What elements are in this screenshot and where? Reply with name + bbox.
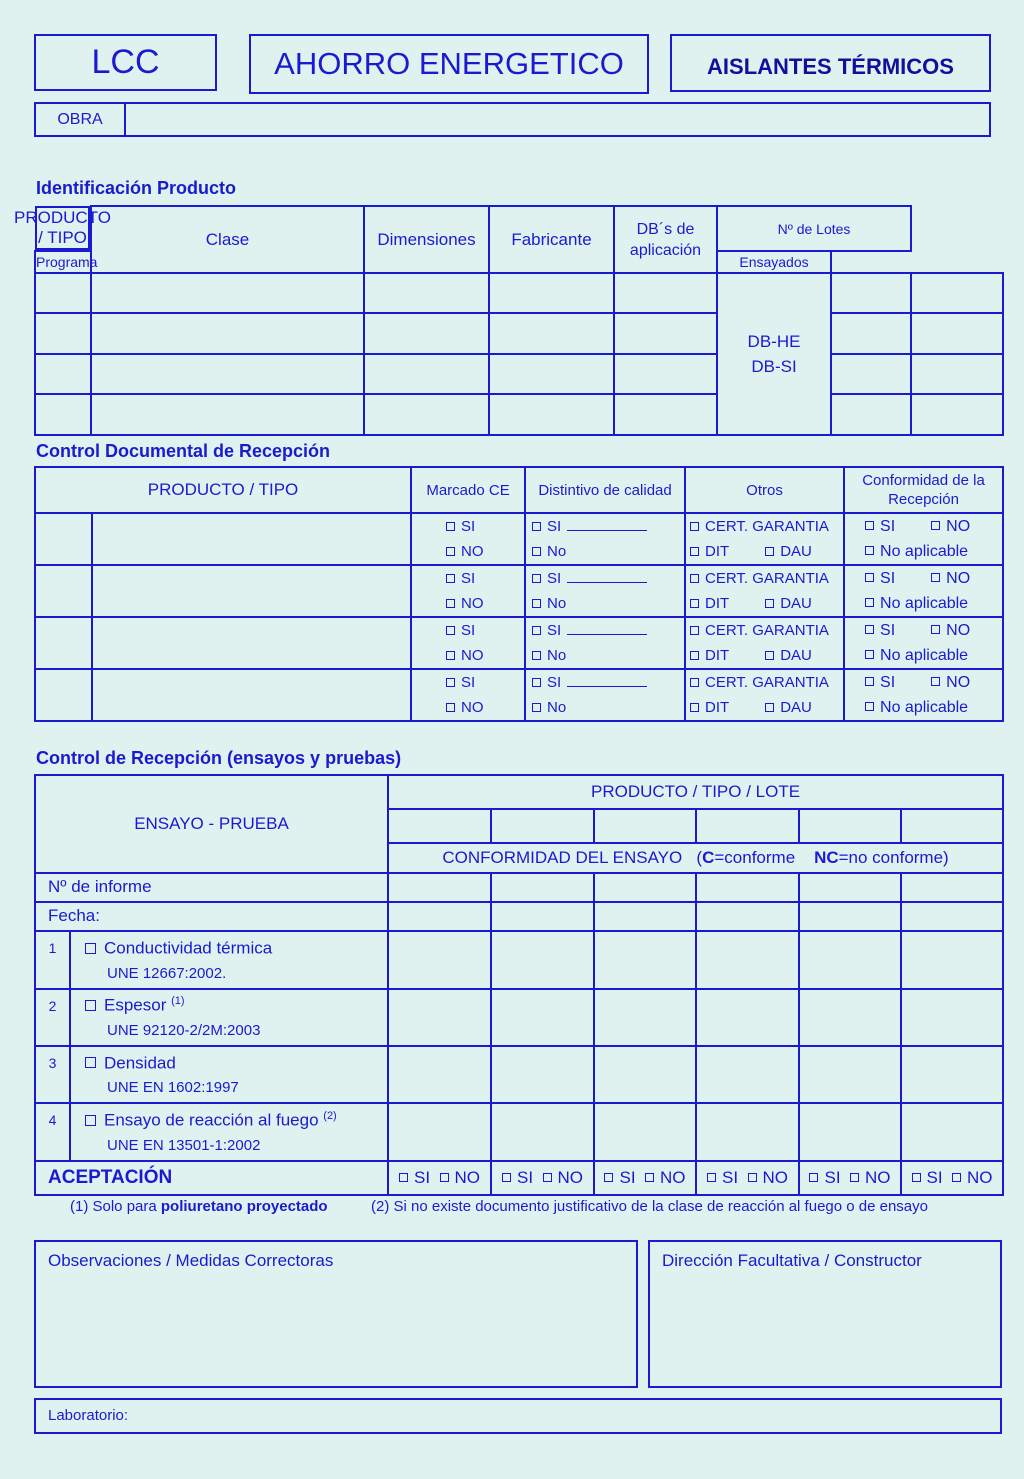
test-name: Densidad xyxy=(104,1053,176,1073)
test-number: 3 xyxy=(35,1046,70,1103)
opt-dit: DIT xyxy=(705,699,730,716)
checkbox[interactable] xyxy=(446,547,455,556)
checkbox[interactable] xyxy=(865,573,874,582)
checkbox[interactable] xyxy=(645,1173,654,1182)
laboratorio-label: Laboratorio: xyxy=(48,1407,129,1424)
ahorro-title: AHORRO ENERGETICO xyxy=(249,34,649,94)
opt-dit: DIT xyxy=(705,543,730,560)
opt-no-aplicable: No aplicable xyxy=(880,699,969,716)
no-label: NO xyxy=(557,1167,583,1187)
distintivo-cell xyxy=(525,669,685,721)
aceptacion-cell[interactable] xyxy=(594,1161,696,1195)
control-recepcion-table xyxy=(34,774,1004,1196)
test-result-cell[interactable] xyxy=(491,1046,594,1103)
lote-cell[interactable] xyxy=(799,809,901,843)
checkbox[interactable] xyxy=(865,625,874,634)
observaciones-box[interactable] xyxy=(34,1240,638,1388)
aceptacion-cell[interactable] xyxy=(799,1161,901,1195)
checkbox[interactable] xyxy=(543,1173,552,1182)
checkbox[interactable] xyxy=(604,1173,613,1182)
lote-cell[interactable] xyxy=(491,809,594,843)
opt-no: NO xyxy=(946,570,971,587)
aislantes-title: AISLANTES TÉRMICOS xyxy=(670,34,991,92)
test-result-cell[interactable] xyxy=(594,989,696,1046)
distintivo-input[interactable] xyxy=(567,518,647,531)
checkbox[interactable] xyxy=(865,521,874,530)
distintivo-cell xyxy=(525,617,685,669)
doc-cell[interactable] xyxy=(35,565,92,617)
fecha-cell[interactable] xyxy=(491,902,594,931)
producto-tipo-lote-header: PRODUCTO / TIPO / LOTE xyxy=(388,775,1003,809)
doc-cell[interactable] xyxy=(35,669,92,721)
test-checkbox[interactable] xyxy=(85,943,96,954)
direccion-label: Dirección Facultativa / Constructor xyxy=(662,1251,922,1270)
test-result-cell[interactable] xyxy=(491,931,594,988)
opt-cert: CERT. GARANTIA xyxy=(705,570,829,587)
otros-cell xyxy=(685,565,844,617)
checkbox[interactable] xyxy=(912,1173,921,1182)
aceptacion-label: ACEPTACIÓN xyxy=(35,1161,388,1195)
checkbox[interactable] xyxy=(532,522,541,531)
test-row xyxy=(35,1046,1003,1103)
otros-cell xyxy=(685,669,844,721)
checkbox[interactable] xyxy=(765,547,774,556)
ident-cell[interactable] xyxy=(35,354,91,394)
test-result-cell[interactable] xyxy=(696,989,799,1046)
marcado-ce-cell xyxy=(411,617,525,669)
checkbox[interactable] xyxy=(446,599,455,608)
obra-label: OBRA xyxy=(36,104,126,135)
si-label: SI xyxy=(619,1167,636,1187)
ident-header-fabricante: Fabricante xyxy=(489,206,614,273)
doc-producto-cell[interactable] xyxy=(92,669,411,721)
no-label: NO xyxy=(762,1167,788,1187)
checkbox[interactable] xyxy=(690,574,699,583)
otros-cell xyxy=(685,513,844,565)
checkbox[interactable] xyxy=(690,522,699,531)
opt-cert: CERT. GARANTIA xyxy=(705,518,829,535)
checkbox[interactable] xyxy=(765,703,774,712)
test-desc-cell xyxy=(70,1046,388,1103)
checkbox[interactable] xyxy=(690,626,699,635)
test-checkbox[interactable] xyxy=(85,1000,96,1011)
conformidad-ensayo-header xyxy=(388,843,1003,872)
ident-cell[interactable] xyxy=(911,354,1003,394)
fecha-cell[interactable] xyxy=(799,902,901,931)
no-label: NO xyxy=(967,1167,993,1187)
obra-input[interactable] xyxy=(128,104,989,135)
doc-row xyxy=(35,669,1003,721)
ident-cell[interactable] xyxy=(831,394,911,435)
opt-no-aplicable: No aplicable xyxy=(880,647,969,664)
test-norm: UNE EN 13501-1:2002 xyxy=(107,1136,261,1154)
checkbox[interactable] xyxy=(690,651,699,660)
fecha-cell[interactable] xyxy=(696,902,799,931)
test-result-cell[interactable] xyxy=(696,1046,799,1103)
nc-text: =no conforme) xyxy=(838,848,949,868)
test-result-cell[interactable] xyxy=(388,989,491,1046)
control-documental-table xyxy=(34,466,1004,722)
test-result-cell[interactable] xyxy=(388,1103,491,1160)
opt-si: SI xyxy=(880,518,896,535)
lote-cell[interactable] xyxy=(901,809,1003,843)
doc-header-producto: PRODUCTO / TIPO xyxy=(35,467,411,513)
informe-cell[interactable] xyxy=(696,873,799,902)
doc-producto-cell[interactable] xyxy=(92,617,411,669)
otros-cell xyxy=(685,617,844,669)
test-result-cell[interactable] xyxy=(901,1046,1003,1103)
ident-cell[interactable] xyxy=(489,313,614,354)
ident-cell[interactable] xyxy=(831,313,911,354)
test-number: 1 xyxy=(35,931,70,988)
checkbox[interactable] xyxy=(446,678,455,687)
ident-cell[interactable] xyxy=(91,313,364,354)
lote-cell[interactable] xyxy=(594,809,696,843)
opt-no-aplicable: No aplicable xyxy=(880,543,969,560)
checkbox[interactable] xyxy=(850,1173,859,1182)
test-row xyxy=(35,1103,1003,1160)
conformidad-cell xyxy=(844,669,1003,721)
ident-cell[interactable] xyxy=(831,273,911,313)
control-documental-title: Control Documental de Recepción xyxy=(36,441,331,461)
checkbox[interactable] xyxy=(446,651,455,660)
informe-cell[interactable] xyxy=(491,873,594,902)
opt-dit: DIT xyxy=(705,647,730,664)
checkbox[interactable] xyxy=(532,547,541,556)
checkbox[interactable] xyxy=(865,650,874,659)
ident-header-lotes: Nº de Lotes xyxy=(717,206,911,251)
checkbox[interactable] xyxy=(931,573,940,582)
checkbox[interactable] xyxy=(690,547,699,556)
direccion-box[interactable] xyxy=(648,1240,1002,1388)
doc-producto-cell[interactable] xyxy=(92,565,411,617)
checkbox[interactable] xyxy=(865,702,874,711)
opt-no: No xyxy=(547,543,567,560)
checkbox[interactable] xyxy=(765,651,774,660)
test-result-cell[interactable] xyxy=(594,1103,696,1160)
checkbox[interactable] xyxy=(446,703,455,712)
opt-no: No xyxy=(547,647,567,664)
c-text: =conforme xyxy=(714,848,796,868)
test-result-cell[interactable] xyxy=(388,931,491,988)
aceptacion-cell[interactable] xyxy=(901,1161,1003,1195)
nc-bold: NC xyxy=(814,848,839,868)
test-footnote-ref: (2) xyxy=(323,1110,337,1123)
observaciones-label: Observaciones / Medidas Correctoras xyxy=(48,1251,334,1270)
test-result-cell[interactable] xyxy=(491,1103,594,1160)
checkbox[interactable] xyxy=(931,625,940,634)
informe-cell[interactable] xyxy=(594,873,696,902)
test-result-cell[interactable] xyxy=(901,931,1003,988)
opt-dau: DAU xyxy=(780,595,812,612)
ensayo-prueba-header: ENSAYO - PRUEBA xyxy=(35,775,388,873)
opt-si: SI xyxy=(461,674,476,691)
ident-cell[interactable] xyxy=(614,313,717,354)
db-he-label: DB-HE xyxy=(747,332,801,351)
lcc-title: LCC xyxy=(34,34,217,91)
opt-si: SI xyxy=(547,570,562,587)
ident-cell[interactable] xyxy=(91,354,364,394)
doc-row xyxy=(35,565,1003,617)
opt-no: No xyxy=(547,699,567,716)
doc-producto-cell[interactable] xyxy=(92,513,411,565)
test-result-cell[interactable] xyxy=(799,1103,901,1160)
c-bold: C xyxy=(702,848,715,868)
opt-no: NO xyxy=(946,674,971,691)
test-result-cell[interactable] xyxy=(901,989,1003,1046)
ident-dbs-cell xyxy=(717,273,831,435)
opt-no: NO xyxy=(461,647,484,664)
si-label: SI xyxy=(413,1167,431,1187)
checkbox[interactable] xyxy=(865,546,874,555)
ident-cell[interactable] xyxy=(91,394,364,435)
opt-si: SI xyxy=(461,570,476,587)
test-result-cell[interactable] xyxy=(594,931,696,988)
ident-cell[interactable] xyxy=(35,394,91,435)
checkbox[interactable] xyxy=(532,574,541,583)
test-result-cell[interactable] xyxy=(799,989,901,1046)
test-desc-cell xyxy=(70,931,388,988)
conformidad-cell xyxy=(844,513,1003,565)
opt-no: NO xyxy=(461,595,484,612)
ident-header-clase: Clase xyxy=(91,206,364,273)
ident-header-programa: Programa xyxy=(35,251,91,273)
test-result-cell[interactable] xyxy=(594,1046,696,1103)
test-number: 4 xyxy=(35,1103,70,1160)
marcado-ce-cell xyxy=(411,513,525,565)
distintivo-input[interactable] xyxy=(567,622,647,635)
opt-si: SI xyxy=(547,622,562,639)
marcado-ce-cell xyxy=(411,669,525,721)
checkbox[interactable] xyxy=(532,626,541,635)
fecha-label: Fecha: xyxy=(35,902,388,931)
test-desc-cell xyxy=(70,1103,388,1160)
si-label: SI xyxy=(926,1167,943,1187)
informe-label: Nº de informe xyxy=(35,873,388,902)
si-label: SI xyxy=(721,1167,739,1187)
checkbox[interactable] xyxy=(690,678,699,687)
informe-cell[interactable] xyxy=(799,873,901,902)
conformidad-cell xyxy=(844,617,1003,669)
opt-no: NO xyxy=(461,543,484,560)
doc-row xyxy=(35,513,1003,565)
ident-cell[interactable] xyxy=(364,394,489,435)
footnote-2: (2) Si no existe documento justificativo de la clase de reacción al fuego o de ensayo xyxy=(371,1198,928,1215)
test-row xyxy=(35,931,1003,988)
ident-cell[interactable] xyxy=(35,273,91,313)
db-si-label: DB-SI xyxy=(751,357,797,376)
checkbox[interactable] xyxy=(765,599,774,608)
si-label: SI xyxy=(824,1167,841,1187)
checkbox[interactable] xyxy=(502,1173,511,1182)
checkbox[interactable] xyxy=(809,1173,818,1182)
test-number: 2 xyxy=(35,989,70,1046)
opt-dau: DAU xyxy=(780,543,812,560)
si-label: SI xyxy=(516,1167,534,1187)
distintivo-cell xyxy=(525,513,685,565)
ident-header-producto: PRODUCTO / TIPO xyxy=(35,206,90,250)
opt-si: SI xyxy=(461,622,476,639)
test-norm: UNE 92120-2/2M:2003 xyxy=(107,1022,261,1040)
checkbox[interactable] xyxy=(865,598,874,607)
opt-si: SI xyxy=(547,674,562,691)
test-name: Espesor xyxy=(104,996,167,1016)
opt-cert: CERT. GARANTIA xyxy=(705,674,829,691)
test-norm: UNE EN 1602:1997 xyxy=(107,1079,239,1097)
test-result-cell[interactable] xyxy=(901,1103,1003,1160)
test-result-cell[interactable] xyxy=(388,1046,491,1103)
no-label: NO xyxy=(660,1167,686,1187)
checkbox[interactable] xyxy=(440,1173,449,1182)
opt-dit: DIT xyxy=(705,595,730,612)
opt-no: NO xyxy=(461,699,484,716)
checkbox[interactable] xyxy=(532,703,541,712)
checkbox[interactable] xyxy=(865,677,874,686)
test-checkbox[interactable] xyxy=(85,1115,96,1126)
distintivo-cell xyxy=(525,565,685,617)
doc-header-marcado: Marcado CE xyxy=(411,467,525,513)
test-result-cell[interactable] xyxy=(799,931,901,988)
aceptacion-cell[interactable] xyxy=(388,1161,491,1195)
ident-header-ensayados: Ensayados xyxy=(717,251,831,273)
lote-cell[interactable] xyxy=(388,809,491,843)
checkbox[interactable] xyxy=(690,703,699,712)
fecha-cell[interactable] xyxy=(901,902,1003,931)
ident-header-dimensiones: Dimensiones xyxy=(364,206,489,273)
informe-cell[interactable] xyxy=(388,873,491,902)
doc-header-distintivo: Distintivo de calidad xyxy=(525,467,685,513)
fecha-cell[interactable] xyxy=(388,902,491,931)
ident-cell[interactable] xyxy=(911,394,1003,435)
ident-cell[interactable] xyxy=(911,273,1003,313)
checkbox[interactable] xyxy=(931,677,940,686)
conformidad-label: CONFORMIDAD DEL ENSAYO xyxy=(442,848,683,868)
control-recepcion-title: Control de Recepción (ensayos y pruebas) xyxy=(36,748,402,768)
test-result-cell[interactable] xyxy=(696,931,799,988)
ident-cell[interactable] xyxy=(91,273,364,313)
opt-cert: CERT. GARANTIA xyxy=(705,622,829,639)
identificacion-table xyxy=(14,205,1004,436)
doc-header-conformidad: Conformidad de la Recepción xyxy=(844,467,1003,513)
test-result-cell[interactable] xyxy=(799,1046,901,1103)
ident-cell[interactable] xyxy=(489,273,614,313)
test-row xyxy=(35,989,1003,1046)
footnote-1 xyxy=(70,1198,328,1215)
checkbox[interactable] xyxy=(446,574,455,583)
test-name: Conductividad térmica xyxy=(104,938,273,958)
conformidad-cell xyxy=(844,565,1003,617)
fecha-cell[interactable] xyxy=(594,902,696,931)
test-checkbox[interactable] xyxy=(85,1057,96,1068)
doc-cell[interactable] xyxy=(35,513,92,565)
checkbox[interactable] xyxy=(446,626,455,635)
opt-no: NO xyxy=(946,622,971,639)
checkbox[interactable] xyxy=(446,522,455,531)
aceptacion-cell[interactable] xyxy=(696,1161,799,1195)
distintivo-input[interactable] xyxy=(567,570,647,583)
lote-cell[interactable] xyxy=(696,809,799,843)
identificacion-title: Identificación Producto xyxy=(36,178,237,198)
aceptacion-cell[interactable] xyxy=(491,1161,594,1195)
test-desc-cell xyxy=(70,989,388,1046)
test-name: Ensayo de reacción al fuego xyxy=(104,1110,319,1130)
opt-no: No xyxy=(547,595,567,612)
doc-cell[interactable] xyxy=(35,617,92,669)
opt-si: SI xyxy=(880,622,896,639)
checkbox[interactable] xyxy=(532,651,541,660)
test-norm: UNE 12667:2002. xyxy=(107,964,227,982)
test-result-cell[interactable] xyxy=(696,1103,799,1160)
laboratorio-box[interactable] xyxy=(34,1398,1002,1434)
opt-dau: DAU xyxy=(780,647,812,664)
ident-cell[interactable] xyxy=(489,394,614,435)
opt-no: NO xyxy=(946,518,971,535)
no-label: NO xyxy=(454,1167,480,1187)
doc-header-otros: Otros xyxy=(685,467,844,513)
ident-header-dbs: DB´s de aplicación xyxy=(614,206,717,273)
ident-cell[interactable] xyxy=(364,354,489,394)
ident-cell[interactable] xyxy=(831,354,911,394)
test-result-cell[interactable] xyxy=(491,989,594,1046)
checkbox[interactable] xyxy=(399,1173,408,1182)
checkbox[interactable] xyxy=(690,599,699,608)
opt-si: SI xyxy=(461,518,476,535)
checkbox[interactable] xyxy=(532,599,541,608)
opt-si: SI xyxy=(547,518,562,535)
opt-si: SI xyxy=(880,674,896,691)
ident-cell[interactable] xyxy=(614,394,717,435)
opt-dau: DAU xyxy=(780,699,812,716)
no-label: NO xyxy=(865,1167,891,1187)
informe-cell[interactable] xyxy=(901,873,1003,902)
footnote-1-bold: poliuretano proyectado xyxy=(160,1198,328,1215)
ident-cell[interactable] xyxy=(35,313,91,354)
checkbox[interactable] xyxy=(748,1173,757,1182)
ident-cell[interactable] xyxy=(911,313,1003,354)
ident-cell[interactable] xyxy=(614,273,717,313)
ident-cell[interactable] xyxy=(489,354,614,394)
opt-no-aplicable: No aplicable xyxy=(880,595,969,612)
footnote-1-prefix: (1) Solo para xyxy=(70,1198,161,1215)
ident-cell[interactable] xyxy=(364,313,489,354)
distintivo-input[interactable] xyxy=(567,674,647,687)
ident-cell[interactable] xyxy=(614,354,717,394)
checkbox[interactable] xyxy=(931,521,940,530)
paren-open: ( xyxy=(696,848,703,868)
checkbox[interactable] xyxy=(952,1173,961,1182)
doc-row xyxy=(35,617,1003,669)
obra-row xyxy=(34,102,991,137)
marcado-ce-cell xyxy=(411,565,525,617)
opt-si: SI xyxy=(880,570,896,587)
checkbox[interactable] xyxy=(532,678,541,687)
test-footnote-ref: (1) xyxy=(171,995,185,1008)
checkbox[interactable] xyxy=(707,1173,716,1182)
ident-cell[interactable] xyxy=(364,273,489,313)
